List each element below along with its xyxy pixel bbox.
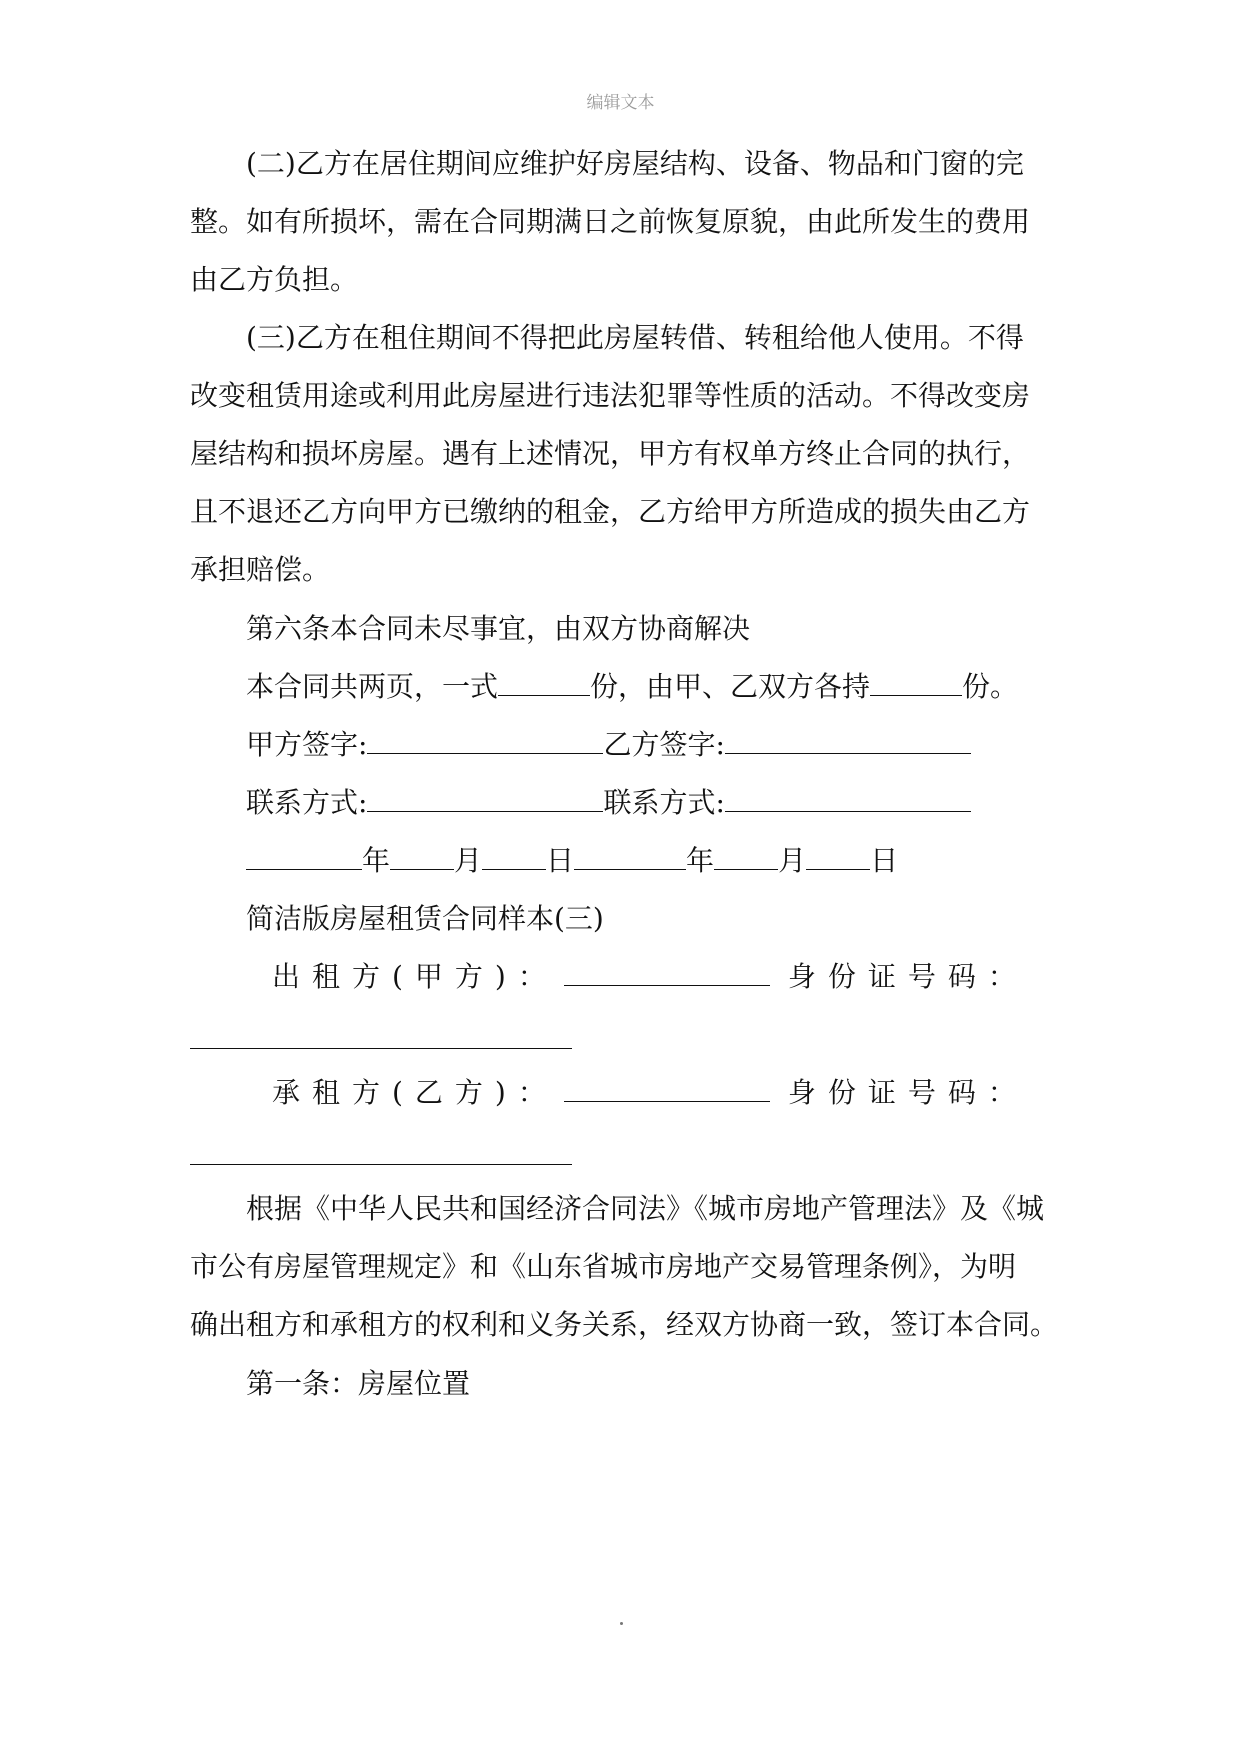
page-marker-dot (620, 1622, 623, 1625)
copies-text-1: 本合同共两页，一式 (246, 670, 499, 703)
page-header: 编辑文本 (586, 93, 655, 113)
party-b-sign-blank[interactable] (725, 727, 971, 754)
party-b-contact-label: 联系方式: (603, 786, 725, 819)
party-b-day-blank[interactable] (806, 843, 870, 870)
party-b-contact-blank[interactable] (725, 785, 971, 812)
signature-line (246, 727, 1076, 763)
lessee-label: 承租方(乙方)： (272, 1076, 558, 1109)
party-a-contact-blank[interactable] (367, 785, 603, 812)
lessor-id-label: 身份证号码： (787, 960, 1028, 993)
party-a-year-blank[interactable] (246, 843, 362, 870)
party-a-contact-label: 联系方式: (246, 786, 368, 819)
clause-3-line-3: 屋结构和损坏房屋。遇有上述情况，甲方有权单方终止合同的执行， (190, 437, 1031, 470)
preamble-line-2: 市公有房屋管理规定》和《山东省城市房地产交易管理条例》，为明 (190, 1250, 1017, 1283)
month-label: 月 (454, 844, 483, 877)
copies-total-blank[interactable] (498, 669, 590, 696)
party-a-sign-label: 甲方签字: (246, 728, 368, 761)
party-a-month-blank[interactable] (390, 843, 454, 870)
lessee-line (272, 1075, 1142, 1111)
copies-text-3: 份。 (962, 670, 1019, 703)
clause-3-line-5: 承担赔偿。 (190, 553, 331, 586)
year-label: 年 (362, 844, 391, 877)
sample-title: 简洁版房屋租赁合同样本(三) (246, 902, 604, 935)
article-6: 第六条本合同未尽事宜，由双方协商解决 (246, 612, 751, 645)
clause-2-line-1: (二)乙方在居住期间应维护好房屋结构、设备、物品和门窗的完 (246, 147, 1024, 180)
lessee-name-blank[interactable] (564, 1075, 770, 1102)
clause-3-line-1: (三)乙方在租住期间不得把此房屋转借、转租给他人使用。不得 (246, 321, 1024, 354)
lessee-id-blank[interactable] (190, 1164, 572, 1165)
preamble-line-1: 根据《中华人民共和国经济合同法》《城市房地产管理法》及《城 (246, 1192, 1045, 1225)
lessor-label: 出租方(甲方)： (272, 960, 558, 993)
lessee-id-label: 身份证号码： (787, 1076, 1028, 1109)
article-1-heading: 第一条：房屋位置 (246, 1367, 471, 1400)
year-label: 年 (686, 844, 715, 877)
clause-2-line-2: 整。如有所损坏，需在合同期满日之前恢复原貌，由此所发生的费用 (190, 205, 1031, 238)
date-line (246, 843, 1076, 879)
copies-line (246, 669, 1076, 705)
party-b-sign-label: 乙方签字: (603, 728, 725, 761)
lessor-name-blank[interactable] (564, 959, 770, 986)
party-a-sign-blank[interactable] (367, 727, 603, 754)
party-b-year-blank[interactable] (574, 843, 686, 870)
contact-line (246, 785, 1076, 821)
party-a-day-blank[interactable] (482, 843, 546, 870)
party-b-month-blank[interactable] (714, 843, 778, 870)
clause-3-line-4: 且不退还乙方向甲方已缴纳的租金，乙方给甲方所造成的损失由乙方 (190, 495, 1031, 528)
day-label: 日 (546, 844, 575, 877)
copies-text-2: 份，由甲、乙双方各持 (590, 670, 871, 703)
day-label: 日 (870, 844, 899, 877)
clause-3-line-2: 改变租赁用途或利用此房屋进行违法犯罪等性质的活动。不得改变房 (190, 379, 1031, 412)
copies-each-blank[interactable] (870, 669, 962, 696)
lessor-id-blank[interactable] (190, 1048, 572, 1049)
preamble-line-3: 确出租方和承租方的权利和义务关系，经双方协商一致，签订本合同。 (190, 1308, 1059, 1341)
clause-2-line-3: 由乙方负担。 (190, 263, 359, 296)
month-label: 月 (778, 844, 807, 877)
lessor-line (272, 959, 1142, 995)
